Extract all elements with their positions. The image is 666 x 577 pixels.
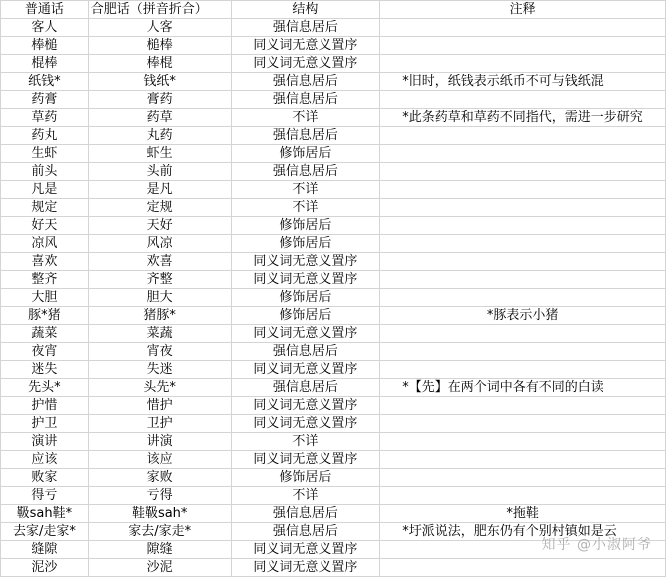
cell-mandarin[interactable]: 整齐 [1,271,89,289]
cell-structure[interactable]: 同义词无意义置序 [231,559,380,577]
cell-note[interactable]: *豚表示小猪 [380,307,666,325]
cell-mandarin[interactable]: 大胆 [1,289,89,307]
cell-hefei[interactable]: 隙缝 [88,541,231,559]
header-structure[interactable]: 结构 [231,1,380,19]
cell-note[interactable] [380,217,666,235]
cell-note[interactable] [380,181,666,199]
cell-structure[interactable]: 不详 [231,487,380,505]
cell-mandarin[interactable]: 演讲 [1,433,89,451]
cell-structure[interactable]: 修饰居后 [231,235,380,253]
cell-hefei[interactable]: 欢喜 [88,253,231,271]
table-row [1,397,666,415]
cell-mandarin[interactable]: 迷失 [1,361,89,379]
cell-mandarin[interactable]: 败家 [1,469,89,487]
cell-mandarin[interactable]: 生虾 [1,145,89,163]
cell-structure[interactable]: 不详 [231,433,380,451]
cell-note[interactable] [380,451,666,469]
cell-structure[interactable]: 修饰居后 [231,145,380,163]
cell-mandarin[interactable]: 草药 [1,109,89,127]
cell-mandarin[interactable]: 纸钱* [1,73,89,91]
cell-note[interactable] [380,415,666,433]
table-row [1,433,666,451]
cell-hefei[interactable]: 失迷 [88,361,231,379]
table-row [1,19,666,37]
cell-structure[interactable]: 强信息居后 [231,505,380,523]
cell-note[interactable] [380,289,666,307]
table-row [1,361,666,379]
cell-note[interactable] [380,433,666,451]
cell-note[interactable] [380,487,666,505]
cell-structure[interactable]: 强信息居后 [231,523,380,541]
table-row [1,289,666,307]
cell-structure[interactable]: 同义词无意义置序 [231,55,380,73]
watermark: 知乎 @小淑阿爷 [541,537,652,553]
cell-note[interactable] [380,37,666,55]
table-row [1,379,666,397]
cell-note[interactable] [380,325,666,343]
cell-structure[interactable]: 同义词无意义置序 [231,415,380,433]
cell-structure[interactable]: 同义词无意义置序 [231,271,380,289]
cell-structure[interactable]: 同义词无意义置序 [231,37,380,55]
cell-mandarin[interactable]: 去家/走家* [1,523,89,541]
cell-hefei[interactable]: 亏得 [88,487,231,505]
cell-hefei[interactable]: 家败 [88,469,231,487]
cell-structure[interactable]: 不详 [231,109,380,127]
cell-hefei[interactable]: 鞋靸sah* [88,505,231,523]
cell-mandarin[interactable]: 靸sah鞋* [1,505,89,523]
cell-mandarin[interactable]: 棍棒 [1,55,89,73]
cell-note[interactable] [380,343,666,361]
cell-mandarin[interactable]: 凡是 [1,181,89,199]
table-row [1,145,666,163]
cell-mandarin[interactable]: 棒槌 [1,37,89,55]
cell-structure[interactable]: 强信息居后 [231,91,380,109]
cell-structure[interactable]: 不详 [231,181,380,199]
cell-structure[interactable]: 同义词无意义置序 [231,361,380,379]
table-row [1,91,666,109]
cell-mandarin[interactable]: 药丸 [1,127,89,145]
cell-hefei[interactable]: 讲演 [88,433,231,451]
cell-structure[interactable]: 不详 [231,199,380,217]
cell-mandarin[interactable]: 规定 [1,199,89,217]
cell-mandarin[interactable]: 豚*猪 [1,307,89,325]
header-hefei[interactable]: 合肥话（拼音折合） [88,1,231,19]
cell-hefei[interactable]: 沙泥 [88,559,231,577]
cell-hefei[interactable]: 丸药 [88,127,231,145]
cell-hefei[interactable]: 人客 [88,19,231,37]
cell-hefei[interactable]: 虾生 [88,145,231,163]
cell-note[interactable] [380,55,666,73]
cell-mandarin[interactable]: 护卫 [1,415,89,433]
cell-mandarin[interactable]: 蔬菜 [1,325,89,343]
table-row [1,253,666,271]
cell-hefei[interactable]: 膏药 [88,91,231,109]
cell-mandarin[interactable]: 缝隙 [1,541,89,559]
cell-hefei[interactable]: 风凉 [88,235,231,253]
table-row [1,505,666,523]
cell-mandarin[interactable]: 护惜 [1,397,89,415]
cell-note[interactable] [380,361,666,379]
cell-hefei[interactable]: 药草 [88,109,231,127]
header-mandarin[interactable]: 普通话 [1,1,89,19]
table-row [1,127,666,145]
cell-note[interactable]: *【先】在两个词中各有不同的白读 [380,379,666,397]
cell-note[interactable] [380,469,666,487]
cell-note[interactable] [380,199,666,217]
table-row [1,199,666,217]
cell-note[interactable] [380,163,666,181]
cell-note[interactable]: *圩派说法，肥东仍有个别村镇如是云 [380,523,666,541]
cell-mandarin[interactable]: 好天 [1,217,89,235]
table-row [1,235,666,253]
cell-hefei[interactable]: 家去/家走* [88,523,231,541]
cell-mandarin[interactable]: 应该 [1,451,89,469]
cell-hefei[interactable]: 猪豚* [88,307,231,325]
table-row [1,109,666,127]
cell-mandarin[interactable]: 先头* [1,379,89,397]
cell-structure[interactable]: 同义词无意义置序 [231,253,380,271]
cell-note[interactable]: *拖鞋 [380,505,666,523]
cell-note[interactable] [380,559,666,577]
cell-mandarin[interactable]: 客人 [1,19,89,37]
cell-hefei[interactable]: 头前 [88,163,231,181]
cell-structure[interactable]: 修饰居后 [231,307,380,325]
table-row [1,343,666,361]
table-row [1,163,666,181]
cell-hefei[interactable]: 菜蔬 [88,325,231,343]
cell-structure[interactable]: 修饰居后 [231,217,380,235]
cell-note[interactable] [380,145,666,163]
table-row [1,55,666,73]
header-notes[interactable]: 注释 [380,1,666,19]
cell-hefei[interactable]: 钱纸* [88,73,231,91]
table-row [1,451,666,469]
table-row [1,307,666,325]
cell-mandarin[interactable]: 凉风 [1,235,89,253]
cell-structure[interactable]: 强信息居后 [231,127,380,145]
cell-note[interactable] [380,271,666,289]
cell-mandarin[interactable]: 夜宵 [1,343,89,361]
table-row [1,325,666,343]
cell-note[interactable] [380,127,666,145]
cell-structure[interactable]: 同义词无意义置序 [231,541,380,559]
cell-structure[interactable]: 强信息居后 [231,379,380,397]
cell-hefei[interactable]: 齐整 [88,271,231,289]
cell-hefei[interactable]: 定规 [88,199,231,217]
table-row [1,487,666,505]
cell-hefei[interactable]: 该应 [88,451,231,469]
cell-structure[interactable]: 强信息居后 [231,73,380,91]
cell-structure[interactable]: 强信息居后 [231,163,380,181]
cell-structure[interactable]: 同义词无意义置序 [231,397,380,415]
table-row [1,73,666,91]
table-row [1,415,666,433]
cell-hefei[interactable]: 头先* [88,379,231,397]
cell-note[interactable] [380,19,666,37]
cell-structure[interactable]: 修饰居后 [231,289,380,307]
cell-mandarin[interactable]: 泥沙 [1,559,89,577]
header-row [1,1,666,19]
cell-structure[interactable]: 强信息居后 [231,19,380,37]
cell-hefei[interactable]: 卫护 [88,415,231,433]
cell-mandarin[interactable]: 药膏 [1,91,89,109]
table-row [1,37,666,55]
cell-hefei[interactable]: 槌棒 [88,37,231,55]
cell-structure[interactable]: 修饰居后 [231,469,380,487]
cell-note[interactable]: *此条药草和草药不同指代，需进一步研究 [380,109,666,127]
cell-note[interactable] [380,253,666,271]
table-row [1,181,666,199]
table-row [1,217,666,235]
cell-hefei[interactable]: 天好 [88,217,231,235]
table-row [1,469,666,487]
cell-mandarin[interactable]: 前头 [1,163,89,181]
cell-note[interactable] [380,235,666,253]
cell-mandarin[interactable]: 得亏 [1,487,89,505]
table-row [1,271,666,289]
cell-mandarin[interactable]: 喜欢 [1,253,89,271]
cell-note[interactable]: *旧时，纸钱表示纸币不可与钱纸混 [380,73,666,91]
cell-note[interactable] [380,91,666,109]
cell-hefei[interactable]: 棒棍 [88,55,231,73]
cell-structure[interactable]: 强信息居后 [231,343,380,361]
cell-structure[interactable]: 同义词无意义置序 [231,451,380,469]
cell-hefei[interactable]: 宵夜 [88,343,231,361]
cell-hefei[interactable]: 惜护 [88,397,231,415]
cell-note[interactable] [380,397,666,415]
table-row [1,559,666,577]
cell-hefei[interactable]: 胆大 [88,289,231,307]
cell-structure[interactable]: 同义词无意义置序 [231,325,380,343]
cell-hefei[interactable]: 是凡 [88,181,231,199]
